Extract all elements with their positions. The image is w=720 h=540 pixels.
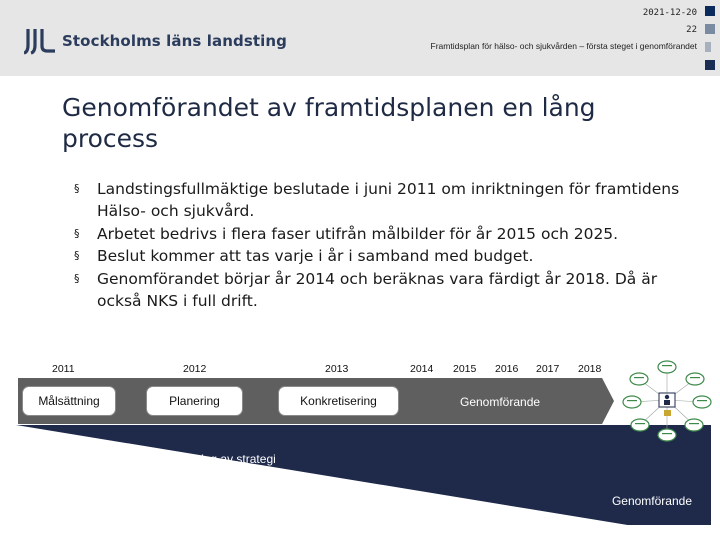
slide-date: 2021-12-20: [642, 8, 697, 18]
bullet-item: [74, 245, 694, 267]
logo-text: Stockholms läns landsting: [62, 32, 287, 50]
phase-konkretisering: Konkretisering: [278, 386, 399, 416]
sll-logo-icon: [24, 27, 56, 55]
slide-page-number: 22: [686, 25, 697, 35]
phase-malsattning: Målsättning: [22, 386, 116, 416]
bullet-item: [74, 223, 694, 245]
bullet-item: [74, 178, 694, 223]
accent-square: [705, 24, 715, 34]
bullet-marker: §: [74, 182, 80, 195]
timeline-year: 2014: [410, 363, 434, 375]
bullet-text: Landstingsfullmäktige beslutade i juni 2011 om inriktningen för framtidens Hälso- och sjukvård.: [97, 180, 680, 221]
timeline-year: 2015: [453, 363, 477, 375]
phase-planering: Planering: [146, 386, 243, 416]
slide-subtitle: Framtidsplan för hälso- och sjukvården – första steget i genomförandet: [430, 41, 697, 51]
bullet-item: [74, 268, 694, 313]
phase-genomforande: Genomförande: [460, 395, 541, 409]
accent-square: [705, 42, 711, 52]
bullet-list: [74, 178, 694, 312]
bullet-marker: §: [74, 226, 80, 240]
slide-header: [0, 0, 720, 76]
banner-text: Etablering av målbild & formulering av strategi: [31, 452, 276, 466]
logo: [24, 26, 287, 56]
accent-square: [705, 6, 715, 16]
timeline-year: 2012: [183, 363, 207, 375]
strategy-banner: [16, 425, 711, 525]
timeline-year: 2016: [495, 363, 519, 375]
timeline-year: 2017: [536, 363, 560, 375]
bullet-text: Beslut kommer att tas varje i år i samband med budget.: [97, 247, 534, 266]
banner-right-label: Genomförande: [611, 494, 692, 508]
bullet-marker: §: [74, 249, 80, 263]
timeline-year: 2011: [52, 363, 75, 375]
slide-title: Genomförandet av framtidsplanen en lång process: [62, 93, 596, 153]
bullet-text: Genomförandet börjar år 2014 och beräknas vara färdigt år 2018. Då är också NKS i full drift.: [97, 269, 658, 311]
network-diagram-icon: [622, 355, 712, 445]
timeline-year: 2013: [325, 363, 349, 375]
bullet-text: Arbetet bedrivs i flera faser utifrån målbilder för år 2015 och 2025.: [97, 224, 619, 243]
timeline-year: 2018: [578, 363, 602, 375]
bullet-marker: §: [74, 271, 80, 285]
accent-square: [705, 60, 715, 70]
